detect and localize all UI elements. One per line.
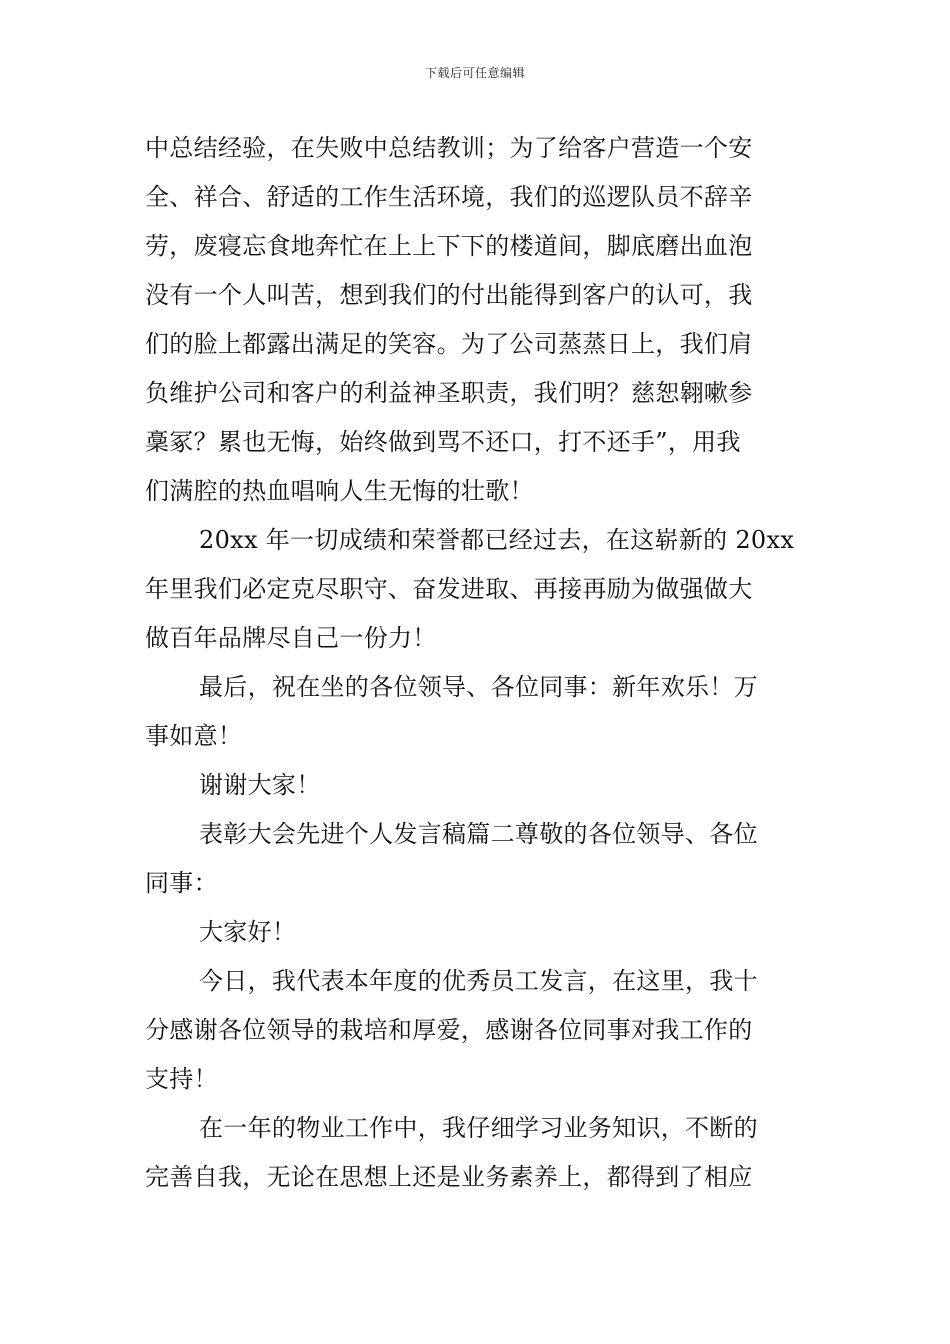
- text-line: 分感谢各位领导的栽培和厚爱，感谢各位同事对我工作的: [145, 1016, 753, 1044]
- paragraph-start-line: 最后，祝在坐的各位领导、各位同事：新年欢乐！万: [199, 673, 758, 701]
- text-line: 稾冢？累也无悔，始终做到骂不还口，打不还手”，用我: [145, 428, 741, 456]
- text-line: 们的脸上都露出满足的笑容。为了公司蒸蒸日上，我们肩: [145, 330, 753, 358]
- paragraph-start-line: 在一年的物业工作中，我仔细学习业务知识，不断的: [199, 1114, 758, 1142]
- text-line: 中总结经验，在失败中总结教训；为了给客户营造一个安: [145, 134, 753, 162]
- text-line: 年里我们必定克尽职守、奋发进取、再接再励为做强做大: [145, 575, 753, 603]
- paragraph-start-line: 表彰大会先进个人发言稿篇二尊敬的各位领导、各位: [199, 820, 758, 848]
- paragraph-start-line: 20xx 年一切成绩和荣誉都已经过去，在这崭新的 20xx: [199, 526, 795, 554]
- document-body: [145, 124, 815, 1202]
- text-line: 劳，废寝忘食地奔忙在上上下下的楼道间，脚底磨出血泡: [145, 232, 753, 260]
- paragraph-start-line: 谢谢大家！: [199, 771, 321, 799]
- page-header: 下载后可任意编辑: [424, 66, 525, 80]
- text-line: 们满腔的热血唱响人生无悔的壮歌！: [145, 477, 534, 505]
- text-line: 没有一个人叫苦，想到我们的付出能得到客户的认可，我: [145, 281, 753, 309]
- text-line: 负维护公司和客户的利益神圣职责，我们明？慈恕翱嗽参: [145, 379, 753, 407]
- paragraph-start-line: 今日，我代表本年度的优秀员工发言，在这里，我十: [199, 967, 758, 995]
- text-line: 做百年品牌尽自己一份力！: [145, 624, 437, 652]
- text-line: 支持！: [145, 1065, 218, 1093]
- text-line: 事如意！: [145, 722, 243, 750]
- text-line: 全、祥合、舒适的工作生活环境，我们的巡逻队员不辞辛: [145, 183, 753, 211]
- text-line: 完善自我，无论在思想上还是业务素养上，都得到了相应: [145, 1163, 753, 1191]
- text-line: 同事：: [145, 869, 218, 897]
- paragraph-start-line: 大家好！: [199, 918, 297, 946]
